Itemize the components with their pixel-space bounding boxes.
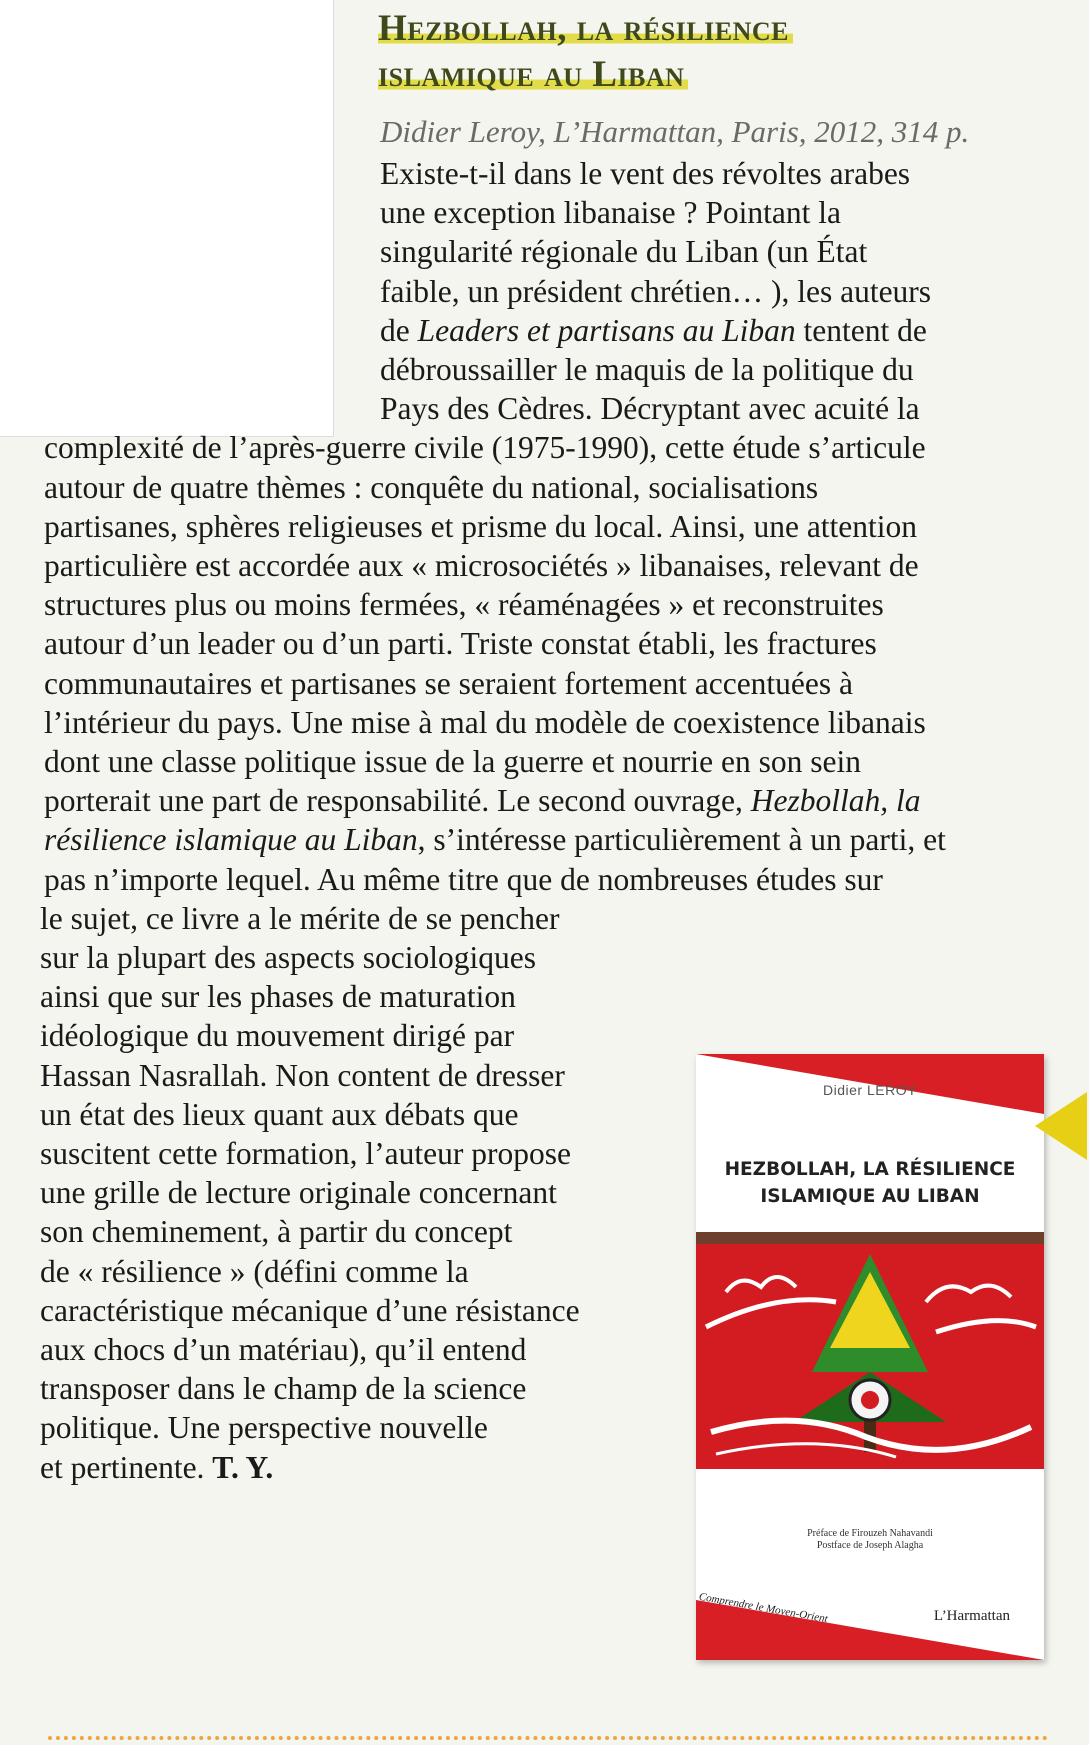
cover-series: Comprendre le Moyen-Orient [697, 1590, 829, 1626]
body-line [44, 428, 926, 468]
book-cover [696, 1054, 1044, 1660]
body-line [44, 585, 884, 625]
body-text-segment: suscitent cette formation, l’auteur propose [40, 1136, 571, 1171]
cover-title [706, 1156, 1034, 1210]
body-line [44, 507, 917, 547]
body-line [44, 820, 946, 860]
body-text-segment: Pays des Cèdres. Décryptant avec acuité la [380, 391, 920, 427]
body-text-segment: aux chocs d’un matériau), qu’il entend [40, 1332, 527, 1367]
body-text-segment: un état des lieux quant aux débats que [40, 1096, 519, 1132]
body-text-segment: le sujet, ce livre a le mérite de se pencher [40, 900, 560, 936]
italic-title-ref: résilience islamique au Liban [44, 822, 418, 858]
body-line [40, 1369, 526, 1409]
body-text-segment: , s’intéresse particulièrement à un parti, et [417, 822, 946, 858]
body-text-segment: autour d’un leader ou d’un parti. Triste constat établi, les fractures [44, 626, 877, 662]
cover-author: Didier LEROY [823, 1082, 917, 1098]
cover-title-line-2: ISLAMIQUE AU LIBAN [760, 1186, 980, 1207]
cover-postface-line: Postface de Joseph Alagha [816, 1540, 924, 1551]
body-text-segment: tentent de [795, 312, 927, 348]
body-text-segment: faible, un président chrétien… ), les auteurs [380, 273, 932, 309]
body-line [44, 468, 818, 508]
cover-publisher-logo: L’Harmattan [933, 1608, 1010, 1624]
body-text-segment: de [380, 312, 418, 348]
body-line [380, 311, 927, 351]
cover-preface-line: Préface de Firouzeh Nahavandi [807, 1528, 933, 1539]
body-text-segment: ainsi que sur les phases de maturation [40, 979, 516, 1015]
cover-title-line-1: HEZBOLLAH, LA RÉSILIENCE [724, 1159, 1016, 1180]
body-text-segment: partisanes, sphères religieuses et prisme du local. Ainsi, une attention [44, 508, 918, 544]
body-line [44, 624, 877, 664]
body-text-segment: l’intérieur du pays. Une mise à mal du modèle de coexistence libanais [44, 704, 926, 740]
body-line [40, 977, 516, 1017]
body-line [40, 899, 560, 939]
body-line [40, 1252, 469, 1292]
cover-red-corner-bottom [696, 1600, 1044, 1660]
body-text-segment: pas n’importe lequel. Au même titre que de nombreuses études sur [44, 861, 883, 897]
italic-title-ref: Hezbollah, la [750, 783, 921, 819]
body-text-segment: communautaires et partisanes se seraient fortement accentuées à [44, 665, 854, 701]
body-text-segment: Hassan Nasrallah. Non content de dresser [40, 1057, 565, 1093]
yellow-triangle-marker [1035, 1092, 1087, 1160]
body-text-segment: caractéristique mécanique d’une résistance [40, 1292, 580, 1328]
body-line [40, 1016, 514, 1056]
byline: Didier Leroy, L’Harmattan, Paris, 2012, 314 p. [380, 114, 970, 149]
body-text-segment: une exception libanaise ? Pointant la [380, 195, 841, 231]
body-text-segment: son cheminement, à partir du concept [40, 1214, 513, 1250]
body-text-segment: structures plus ou moins fermées, « réaménagées » et reconstruites [44, 587, 884, 623]
cover-preface [696, 1528, 1044, 1552]
body-line [40, 1448, 273, 1488]
body-text-segment: sur la plupart des aspects sociologiques [40, 940, 537, 975]
body-text-segment: particulière est accordée aux « microsociétés » libanaises, relevant de [44, 548, 919, 583]
dotted-separator [48, 1736, 1048, 1740]
body-line [40, 1173, 557, 1213]
body-line [380, 389, 920, 429]
body-line [40, 1291, 580, 1331]
italic-title-ref: Leaders et partisans au Liban [417, 312, 796, 348]
body-line [44, 703, 926, 743]
body-text-segment: dont une classe politique issue de la guerre et nourrie en son sein [44, 744, 862, 779]
article-title [378, 6, 998, 98]
body-line [380, 154, 910, 194]
body-line [40, 1134, 571, 1174]
body-text-segment: et pertinente. [40, 1449, 213, 1485]
body-line [44, 742, 861, 782]
body-text-segment: complexité de l’après-guerre civile (1975-1990), cette étude s’articule [44, 430, 926, 466]
cover-photo-mural [696, 1232, 1044, 1469]
body-text-segment: autour de quatre thèmes : conquête du national, socialisations [44, 469, 819, 505]
body-line [380, 272, 931, 312]
body-line [44, 546, 919, 586]
body-text-segment: débroussailler le maquis de la politique du [380, 352, 914, 387]
body-line [380, 350, 914, 390]
body-line [40, 1095, 518, 1135]
body-line [380, 232, 867, 272]
body-line [44, 860, 883, 900]
body-line [40, 1408, 488, 1448]
body-text-segment: transposer dans le champ de la science [40, 1371, 527, 1407]
author-initials: T. Y. [212, 1449, 274, 1485]
body-line [44, 781, 921, 821]
body-line [40, 1330, 526, 1370]
body-text-segment: singularité régionale du Liban (un État [380, 234, 868, 270]
body-line [40, 1212, 512, 1252]
body-text-segment: de « résilience » (défini comme la [40, 1253, 469, 1289]
body-text-segment: Existe-t-il dans le vent des révoltes arabes [380, 156, 911, 191]
body-line [380, 193, 841, 233]
body-line [40, 938, 536, 978]
body-text-segment: une grille de lecture originale concernant [40, 1175, 557, 1211]
title-line-2: islamique au Liban [378, 54, 688, 95]
body-line [44, 664, 853, 704]
title-line-1: Hezbollah, la résilience [378, 8, 793, 49]
body-text-segment: idéologique du mouvement dirigé par [40, 1018, 515, 1054]
blank-image-area [0, 0, 334, 437]
body-text-segment: porterait une part de responsabilité. Le second ouvrage, [44, 783, 751, 819]
body-line [40, 1056, 565, 1096]
body-text-segment: politique. Une perspective nouvelle [40, 1410, 488, 1446]
